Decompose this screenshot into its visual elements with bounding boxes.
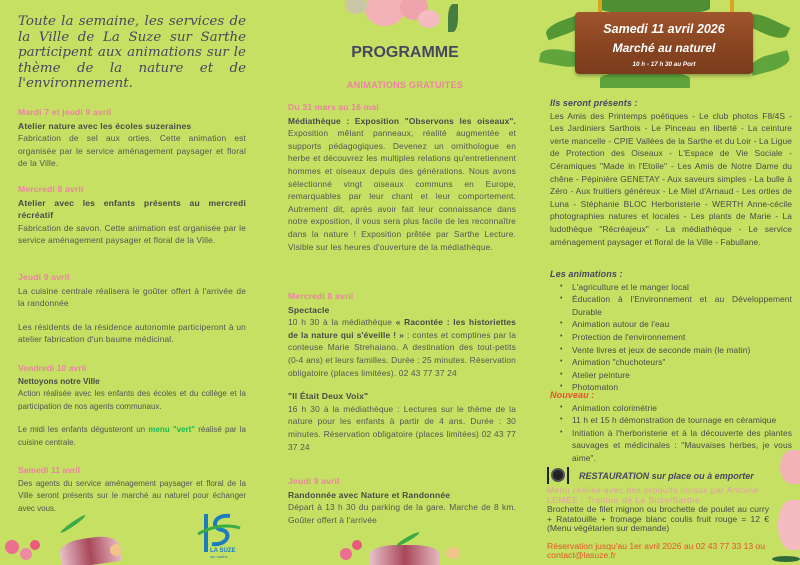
svg-text:LA SUZE: LA SUZE bbox=[210, 548, 236, 554]
list-item: • Initiation à l'herboristerie et à la découverte des plantes sauvages et médicinales : "Mauvaises herbes, je vous aime". bbox=[560, 427, 792, 465]
column-left bbox=[0, 0, 270, 565]
event-date: Mercredi 8 avril bbox=[288, 291, 354, 301]
event-date: Du 31 mars au 16 mai bbox=[288, 102, 379, 112]
event-mercredi-8 bbox=[18, 183, 246, 247]
restauration-reservation: Réservation jusqu'au 1er avril 2026 au 02 43 77 33 13 ou contact@lasuze.fr bbox=[547, 540, 766, 560]
event-spectacle bbox=[288, 290, 516, 453]
event-body-2: Le midi les enfants dégusteront un menu "vert" réalisé par la cuisine centrale. bbox=[18, 425, 246, 447]
nouveau-heading: Nouveau : bbox=[550, 390, 595, 400]
programme-title: PROGRAMME bbox=[351, 44, 459, 61]
event-randonnee bbox=[288, 475, 516, 526]
event-body: Fabrication de sel aux orties. Cette animation est organisée par le service aménagement paysager et floral de la Ville. bbox=[18, 133, 246, 169]
event-body: Départ à 13 h 30 du parking de la gare. Marche de 8 km. Goûter offert à l'arrivée bbox=[288, 502, 516, 525]
event-title: Randonnée avec Nature et Randonnée bbox=[288, 489, 451, 500]
list-item: • Atelier peinture bbox=[560, 369, 792, 382]
column-right bbox=[540, 0, 800, 565]
exhibitors-section bbox=[550, 97, 792, 248]
sign-board bbox=[575, 12, 753, 74]
event-mardi-7 bbox=[18, 106, 246, 170]
intro-text: Toute la semaine, les services de la Ville de La Suze sur Sarthe participent aux animations sur le thème de la nature et de l'environnement. bbox=[18, 14, 246, 91]
list-item: • 11 h et 15 h démonstration de tournage en céramique bbox=[560, 414, 792, 427]
event-date: Jeudi 9 avril bbox=[288, 476, 340, 486]
list-item: • Photomaton bbox=[560, 381, 792, 394]
event-date: Mardi 7 et jeudi 9 avril bbox=[18, 107, 112, 117]
programme-subtitle: ANIMATIONS GRATUITES bbox=[346, 80, 464, 90]
list-item: • Protection de l'environnement bbox=[560, 331, 792, 344]
column-middle bbox=[270, 0, 540, 565]
list-item: • Animation autour de l'eau bbox=[560, 318, 792, 331]
event-date: Samedi 11 avril bbox=[18, 465, 81, 475]
event-body: Action réalisée avec les enfants des écoles et du collège et la participation de nos agents communaux. bbox=[18, 389, 246, 411]
list-item: • L'agriculture et le manger local bbox=[560, 281, 792, 294]
event-title: Atelier avec les enfants présents au mercredi récréatif bbox=[18, 197, 246, 221]
restauration-menu: Menu réalisé avec des produits locaux par Antoine LEMÉE - Traiteur de La Suze/Sarthe bbox=[547, 485, 759, 505]
event-exposition bbox=[288, 101, 516, 253]
market-hours: 10 h - 17 h 30 au Port bbox=[632, 61, 696, 68]
list-item: • Animation "chuchoteurs" bbox=[560, 356, 792, 369]
list-item: • Éducation à l'Environnement et au Développement Durable bbox=[560, 293, 792, 318]
event-jeudi-9 bbox=[18, 271, 246, 346]
market-date: Samedi 11 avril 2026 bbox=[603, 22, 725, 36]
exhibitors-heading: Ils seront présents : bbox=[550, 98, 638, 108]
list-item: • Animation colorimétrie bbox=[560, 402, 792, 415]
event-title: Spectacle bbox=[288, 304, 330, 315]
event-sign bbox=[540, 0, 800, 95]
restauration-title: RESTAURATION sur place ou à emporter bbox=[579, 470, 754, 481]
event-vendredi-10 bbox=[18, 362, 246, 450]
event-date: Mercredi 8 avril bbox=[18, 184, 84, 194]
nouveau-list bbox=[550, 402, 792, 465]
animations-heading: Les animations : bbox=[550, 269, 623, 279]
event-body: La cuisine centrale réalisera le goûter offert à l'arrivée de la randonnée bbox=[18, 285, 246, 309]
event-samedi-11 bbox=[18, 464, 246, 515]
event-body-2: Les résidents de la résidence autonomie participeront à un atelier fabrication d'un baume médicinal. bbox=[18, 321, 246, 345]
la-suze-logo bbox=[196, 510, 242, 560]
event-title: Nettoyons notre Ville bbox=[18, 376, 100, 386]
event-body-2: 16 h 30 à la médiathèque : Lectures sur le thème de la nature pour les enfants à partir de 4 ans. Durée : 30 minutes. Réservation obligatoire (places limitées) 02 43 77 37 24 bbox=[288, 403, 516, 452]
logo-icon bbox=[196, 510, 242, 560]
restauration-dish: Brochette de filet mignon ou brochette de poulet au curry + Ratatouille + fromage blanc coulis fruit rouge = 12 € (Menu végétarien sur demande) bbox=[547, 504, 769, 533]
event-body: Fabrication de savon. Cette animation est organisée par le service aménagement paysager et floral de la Ville. bbox=[18, 222, 246, 246]
market-title: Marché au naturel bbox=[612, 41, 716, 55]
event-body: Des agents du service aménagement paysager et floral de la Ville seront présents sur le marché au naturel pour échanger avec vous. bbox=[18, 478, 246, 513]
event-date: Vendredi 10 avril bbox=[18, 363, 87, 373]
plate-cutlery-icon bbox=[547, 467, 569, 484]
event-title: Atelier nature avec les écoles suzeraines bbox=[18, 120, 192, 131]
event-body: Médiathèque : Exposition "Observons les oiseaux". Exposition mêlant panneaux, réalité augmentée et supports pédagogiques. Devenez un ornithologue en herbe et découvrez les multiples relations qu'entretiennent hommes et oiseaux depuis des générations. Nous avons sélectionné vingt oiseaux communs en Europe, remarquables par leur chant et leur comportement. Autrement dit, après avoir fait leur connaissance dans notre exposition, il vous sera plus facile de les reconnaître dans la nature ! Exposition prêtée par Sarthe Lecture. Visible sur les heures d'ouverture de la médiathèque. bbox=[288, 115, 516, 252]
menu-vert-highlight: menu "vert" bbox=[148, 425, 196, 435]
event-body: 10 h 30 à la médiathèque « Racontée : les historiettes de la nature qui s'éveille ! » : contes et comptines par la conteuse Marie Strehaiano. A destination des tout-petits (0-4 ans) et leurs familles. Durée : 25 minutes. Réservation obligatoire (places limitées). 02 43 77 37 24 bbox=[288, 317, 516, 378]
animations-section bbox=[550, 268, 792, 394]
nouveau-section bbox=[550, 389, 792, 465]
restauration-section bbox=[547, 467, 769, 561]
event-title-2: "Il Était Deux Voix" bbox=[288, 391, 369, 402]
svg-text:sur sarthe: sur sarthe bbox=[210, 554, 228, 559]
list-item: • Vente livres et jeux de seconde main (le matin) bbox=[560, 344, 792, 357]
animations-list bbox=[550, 281, 792, 394]
event-date: Jeudi 9 avril bbox=[18, 272, 70, 282]
exhibitors-list: Les Amis des Printemps poétiques - Le club photos F8/4S - Les Jardiniers Sarthois - Le Pinceau en liberté - La ceinture verte mancelle - CPIE Vallées de la Sarthe et du Loir - La Ligue de Protection des Oiseaux - L'Espace de Vie Sociale - Céramiques "Made in l'Etoile" - Les Amis de Notre Dame du chêne - Pépinière GENETAY - Aux saveurs simples - La bulle à Zéro - Aux fruitiers généreux - Le Miel d'Arnaud - Les orties de Luna - Stéphanie BLOC Herboristerie - WERTH Anne-cécile photographies natures et locales - Les plants de Marie - La ludothèque "Récréajeux" - La médiathèque - Le service aménagement paysager et floral de la Ville - Fabullane. bbox=[550, 110, 792, 247]
